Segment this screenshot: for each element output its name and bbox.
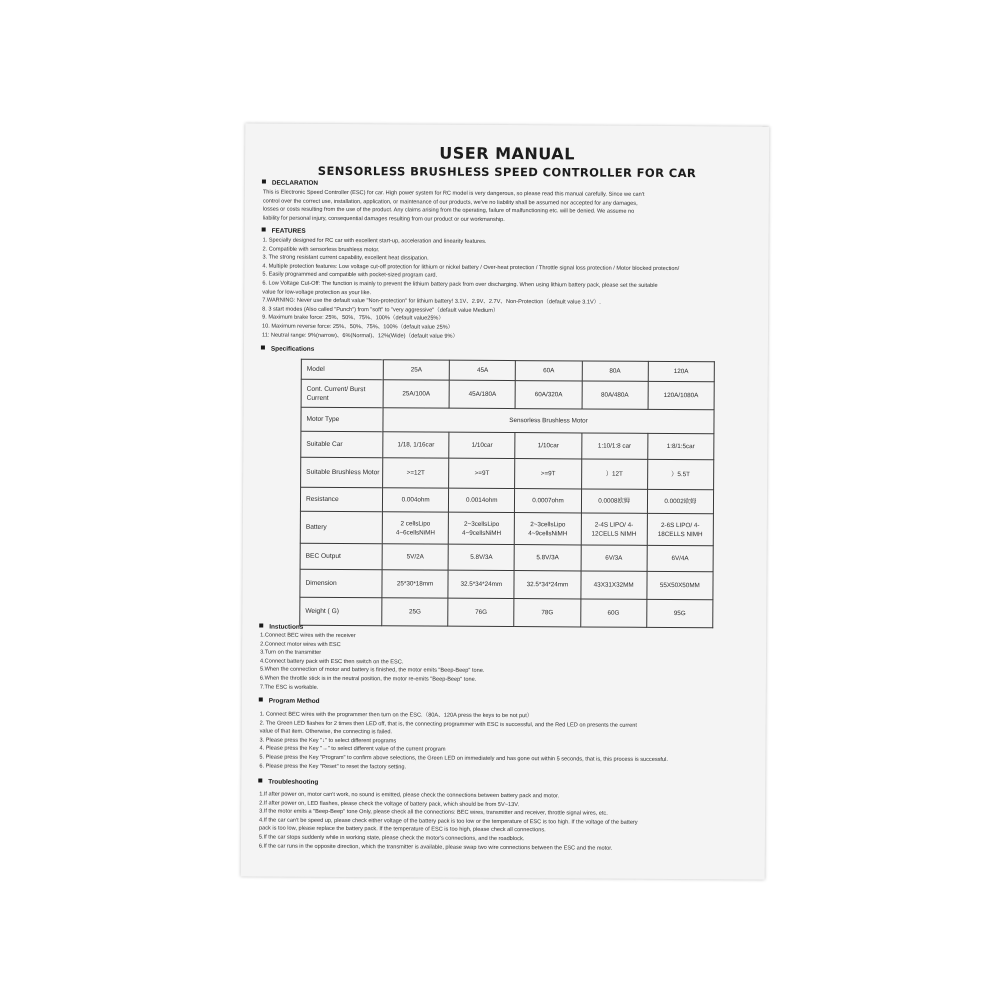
spec-cell: 78G: [514, 599, 580, 627]
text-line: 3. The strong resistant current capability, excellent heat dissipation.: [262, 254, 429, 262]
spec-row-label: Dimension: [300, 569, 382, 598]
spec-cell: 1/10car: [515, 433, 581, 459]
text-line: liability for personal injury, consequential damages resulting from our product or our workmanship.: [262, 215, 505, 223]
text-line: 7.The ESC is workable.: [259, 684, 319, 691]
text-line: pack is too low, please replace the battery pack. If the temperature of ESC is too high, please check all connections.: [258, 825, 546, 834]
text-line: control over the correct use, installation, application, or maintenance of our products, we've no liability shall be assumed nor accepted for any damages,: [262, 198, 638, 207]
text-line: This is Electronic Speed Controller (ESC) for car. High power system for RC model is very dangerous, so please read this manual carefully. Since we can't: [262, 189, 645, 198]
spec-cell: 80A/480A: [582, 381, 648, 409]
spec-cell: 0.0008欧姆: [581, 489, 647, 513]
spec-cell: 0.004ohm: [382, 488, 448, 512]
spec-cell: 45A/180A: [449, 380, 515, 408]
spec-cell: 55X50X50MM: [647, 571, 713, 599]
spec-cell: >=9T: [449, 458, 515, 488]
spec-row-label: Weight ( G): [300, 597, 382, 626]
text-line: 6.When the throttle stick is in the neutral position, the motor re-emits "Beep-Beep" tone.: [259, 675, 477, 683]
spec-cell: ）12T: [581, 459, 647, 489]
spec-cell: 32.5*34*24mm: [514, 571, 580, 599]
spec-cell: 60G: [580, 599, 646, 627]
text-line: 2. The Green LED flashes for 2 times then LED off, that is, the connecting programmer with ESC is successful, and the Red LED on presents the current: [259, 720, 637, 729]
text-line: 1. Connect BEC wires with the programmer then turn on the ESC.（80A、120A press the keys to be not put）: [259, 711, 533, 720]
spec-cell: 60A: [516, 361, 582, 381]
spec-cell: 6V/3A: [581, 545, 647, 571]
bullet-square-icon: [259, 697, 263, 701]
spec-cell: 2~3cellsLipo 4~9cellsNiMH: [515, 513, 581, 545]
spec-cell: 6V/4A: [647, 545, 713, 571]
text-line: 4. Multiple protection features: Low voltage cut-off protection for lithium or nickel battery / Over-heat protection / Throttle signal loss protection / Motor blocked protection/: [262, 263, 680, 272]
spec-cell: 120A/1080A: [648, 381, 714, 409]
text-line: 8. 3 start modes (Also called "Punch") from "soft" to "very aggressive"（default value Medium）: [262, 306, 499, 314]
spec-row: [300, 543, 713, 572]
declaration-text: [263, 189, 768, 226]
bullet-square-icon: [262, 180, 266, 184]
manual-subtitle: SENSORLESS BRUSHLESS SPEED CONTROLLER FOR CAR: [317, 163, 697, 181]
spec-cell: 1/10car: [449, 432, 515, 458]
text-line: losses or costs resulting from the use of the product. Any claims arising from the operating, failure of malfunctioning etc. will be denied. We assume no: [262, 206, 635, 215]
bullet-square-icon: [259, 624, 263, 628]
spec-row: [300, 597, 713, 628]
text-line: 10. Maximum reverse force: 25%、50%、75%、100%（default value 25%）: [262, 323, 454, 331]
text-line: 9. Maximum brake force: 25%、50%、75%、100%（default value25%）: [262, 314, 445, 322]
spec-cell: 25*30*18mm: [382, 570, 448, 598]
spec-row: [301, 379, 714, 410]
manual-title: USER MANUAL: [439, 143, 575, 164]
text-line: 3.Turn on the transmitter: [260, 649, 322, 657]
spec-cell: 0.0007ohm: [515, 489, 581, 513]
text-line: value of that item. Otherwise, the connecting is failed.: [259, 728, 393, 736]
spec-cell: 5.8V/3A: [514, 545, 580, 571]
spec-row: [300, 569, 713, 600]
text-line: 5.If the car stops suddenly while in working state, please check the motor's connections, and the roadblock.: [258, 834, 525, 843]
text-line: 6. Please press the Key "Reset" to reset the factory setting.: [259, 763, 407, 770]
spec-row-label: Model: [301, 359, 383, 380]
spec-cell: ）5.5T: [647, 459, 713, 489]
program-method-heading: Program Method: [259, 697, 320, 704]
spec-row: [301, 407, 714, 434]
spec-cell: 76G: [448, 598, 514, 626]
specifications-table: [299, 359, 715, 629]
text-line: 7.WARNING: Never use the default value "Non-protection" for lithium battery! 3.1V、2.9V、2.7V、Non-Protection（default value 3.1V）.: [262, 297, 601, 306]
spec-row-label: Suitable Car: [301, 431, 383, 458]
spec-cell: 5.8V/3A: [448, 544, 514, 570]
spec-row-label: Suitable Brushless Motor: [301, 457, 383, 488]
troubleshooting-text: [259, 791, 764, 854]
troubleshooting-heading: Troubleshooting: [258, 778, 318, 785]
text-line: 4.If the car can't be speed up, please check either voltage of the battery pack is too low or the temperature of ESC is too high. If the voltage of the battery: [259, 817, 638, 826]
features-text: [262, 237, 768, 343]
spec-cell: 2-4S LIPO/ 4-12CELLS NIMH: [581, 513, 647, 545]
spec-row: [301, 359, 714, 382]
spec-cell: 2~3cellsLipo 4~9cellsNiMH: [448, 512, 514, 544]
spec-cell: 0.0002欧姆: [647, 489, 713, 513]
spec-row: [300, 511, 713, 546]
text-line: 6. Low Voltage Cut-Off: The function is mainly to prevent the lithium battery pack from over discharging. When using lithium battery pack, please set the suitable: [262, 280, 658, 289]
text-line: 1.If after power on, motor can't work, no sound is emitted, please check the connections between battery pack and motor.: [259, 791, 560, 800]
instructions-heading: Instuctions: [259, 624, 303, 631]
instructions-text: [260, 632, 765, 695]
declaration-heading: DECLARATION: [262, 180, 318, 187]
bullet-square-icon: [261, 346, 265, 350]
bullet-square-icon: [262, 228, 266, 232]
spec-cell: 43X31X32MM: [580, 571, 646, 599]
spec-cell: >=12T: [383, 458, 449, 488]
spec-row-label: Resistance: [300, 487, 382, 512]
spec-cell: 25A/100A: [383, 380, 449, 408]
spec-cell: 25A: [383, 360, 449, 380]
text-line: 5.When the connection of motor and battery is finished, the motor emits "Beep-Beep" tone.: [259, 666, 485, 675]
spec-cell: 2 cellsLipo 4~6cellsNiMH: [382, 512, 448, 544]
text-line: 1. Specially designed for RC car with excellent start-up, acceleration and linearity features.: [262, 237, 487, 245]
spec-cell: 60A/320A: [515, 381, 581, 409]
text-line: 2.Connect motor wires with ESC: [260, 641, 341, 648]
spec-cell: >=9T: [515, 459, 581, 489]
text-line: 11: Neutral range: 9%(narrow)、6%(Normal)、12%(Wide)（default value 9%）: [261, 332, 459, 340]
spec-row: [300, 487, 713, 514]
features-heading: FEATURES: [262, 228, 306, 235]
text-line: 4. Please press the Key "→" to select different value of the current program: [259, 745, 446, 754]
spec-cell: 80A: [582, 361, 648, 381]
spec-cell: Sensorless Brushless Motor: [383, 408, 714, 434]
manual-sheet: [241, 123, 770, 879]
specifications-heading: Specifications: [261, 346, 314, 353]
spec-cell: 0.0014ohm: [449, 488, 515, 512]
spec-cell: 1:10/1:8 car: [581, 433, 647, 459]
text-line: 4.Connect battery pack with ESC then switch on the ESC.: [260, 658, 404, 666]
program-method-text: [259, 711, 764, 774]
spec-row-label: Cont. Current/ Burst Current: [301, 379, 383, 408]
text-line: 2. Compatible with sensorless brushless motor.: [262, 246, 380, 253]
text-line: 2.If after power on, LED flashes, please check the voltage of battery pack, which should be from 5V~13V.: [259, 800, 520, 808]
bullet-square-icon: [258, 778, 262, 782]
spec-cell: 120A: [648, 361, 714, 381]
text-line: value for low-voltage protection as your like.: [262, 289, 372, 296]
spec-cell: 95G: [646, 599, 712, 627]
text-line: 3. Please press the Key "↓" to select different programs: [259, 737, 397, 745]
text-line: 1.Connect BEC wires with the receiver: [260, 632, 356, 640]
text-line: 6.If the car runs in the opposite direction, which the transmitter is available, please swap two wire connections between the ESC and the motor.: [258, 843, 613, 852]
spec-cell: 45A: [449, 360, 515, 380]
spec-cell: 1:8/1:5car: [648, 433, 714, 459]
spec-row: [301, 431, 714, 460]
spec-cell: 32.5*34*24mm: [448, 570, 514, 598]
spec-cell: 5V/2A: [382, 544, 448, 570]
spec-cell: 25G: [382, 598, 448, 626]
spec-cell: 1/18, 1/16car: [383, 432, 449, 458]
spec-row-label: BEC Output: [300, 543, 382, 570]
spec-row-label: Battery: [300, 511, 382, 544]
spec-row: [301, 457, 714, 490]
spec-row-label: Motor Type: [301, 407, 383, 432]
text-line: 3.If the motor emits a "Beep-Beep" tone Only, please check all the connections: BEC wires, transmitter and receiver, throttle signal wires, etc.: [259, 808, 608, 817]
text-line: 5. Easily programmed and compatible with pocket-sized program card.: [262, 271, 438, 279]
text-line: 5. Please press the Key "Program" to confirm above selections, the Green LED on immediately and has gone out within 5 seconds, that is, this process is successful.: [259, 754, 668, 763]
spec-cell: 2-6S LIPO/ 4-18CELLS NIMH: [647, 513, 713, 545]
